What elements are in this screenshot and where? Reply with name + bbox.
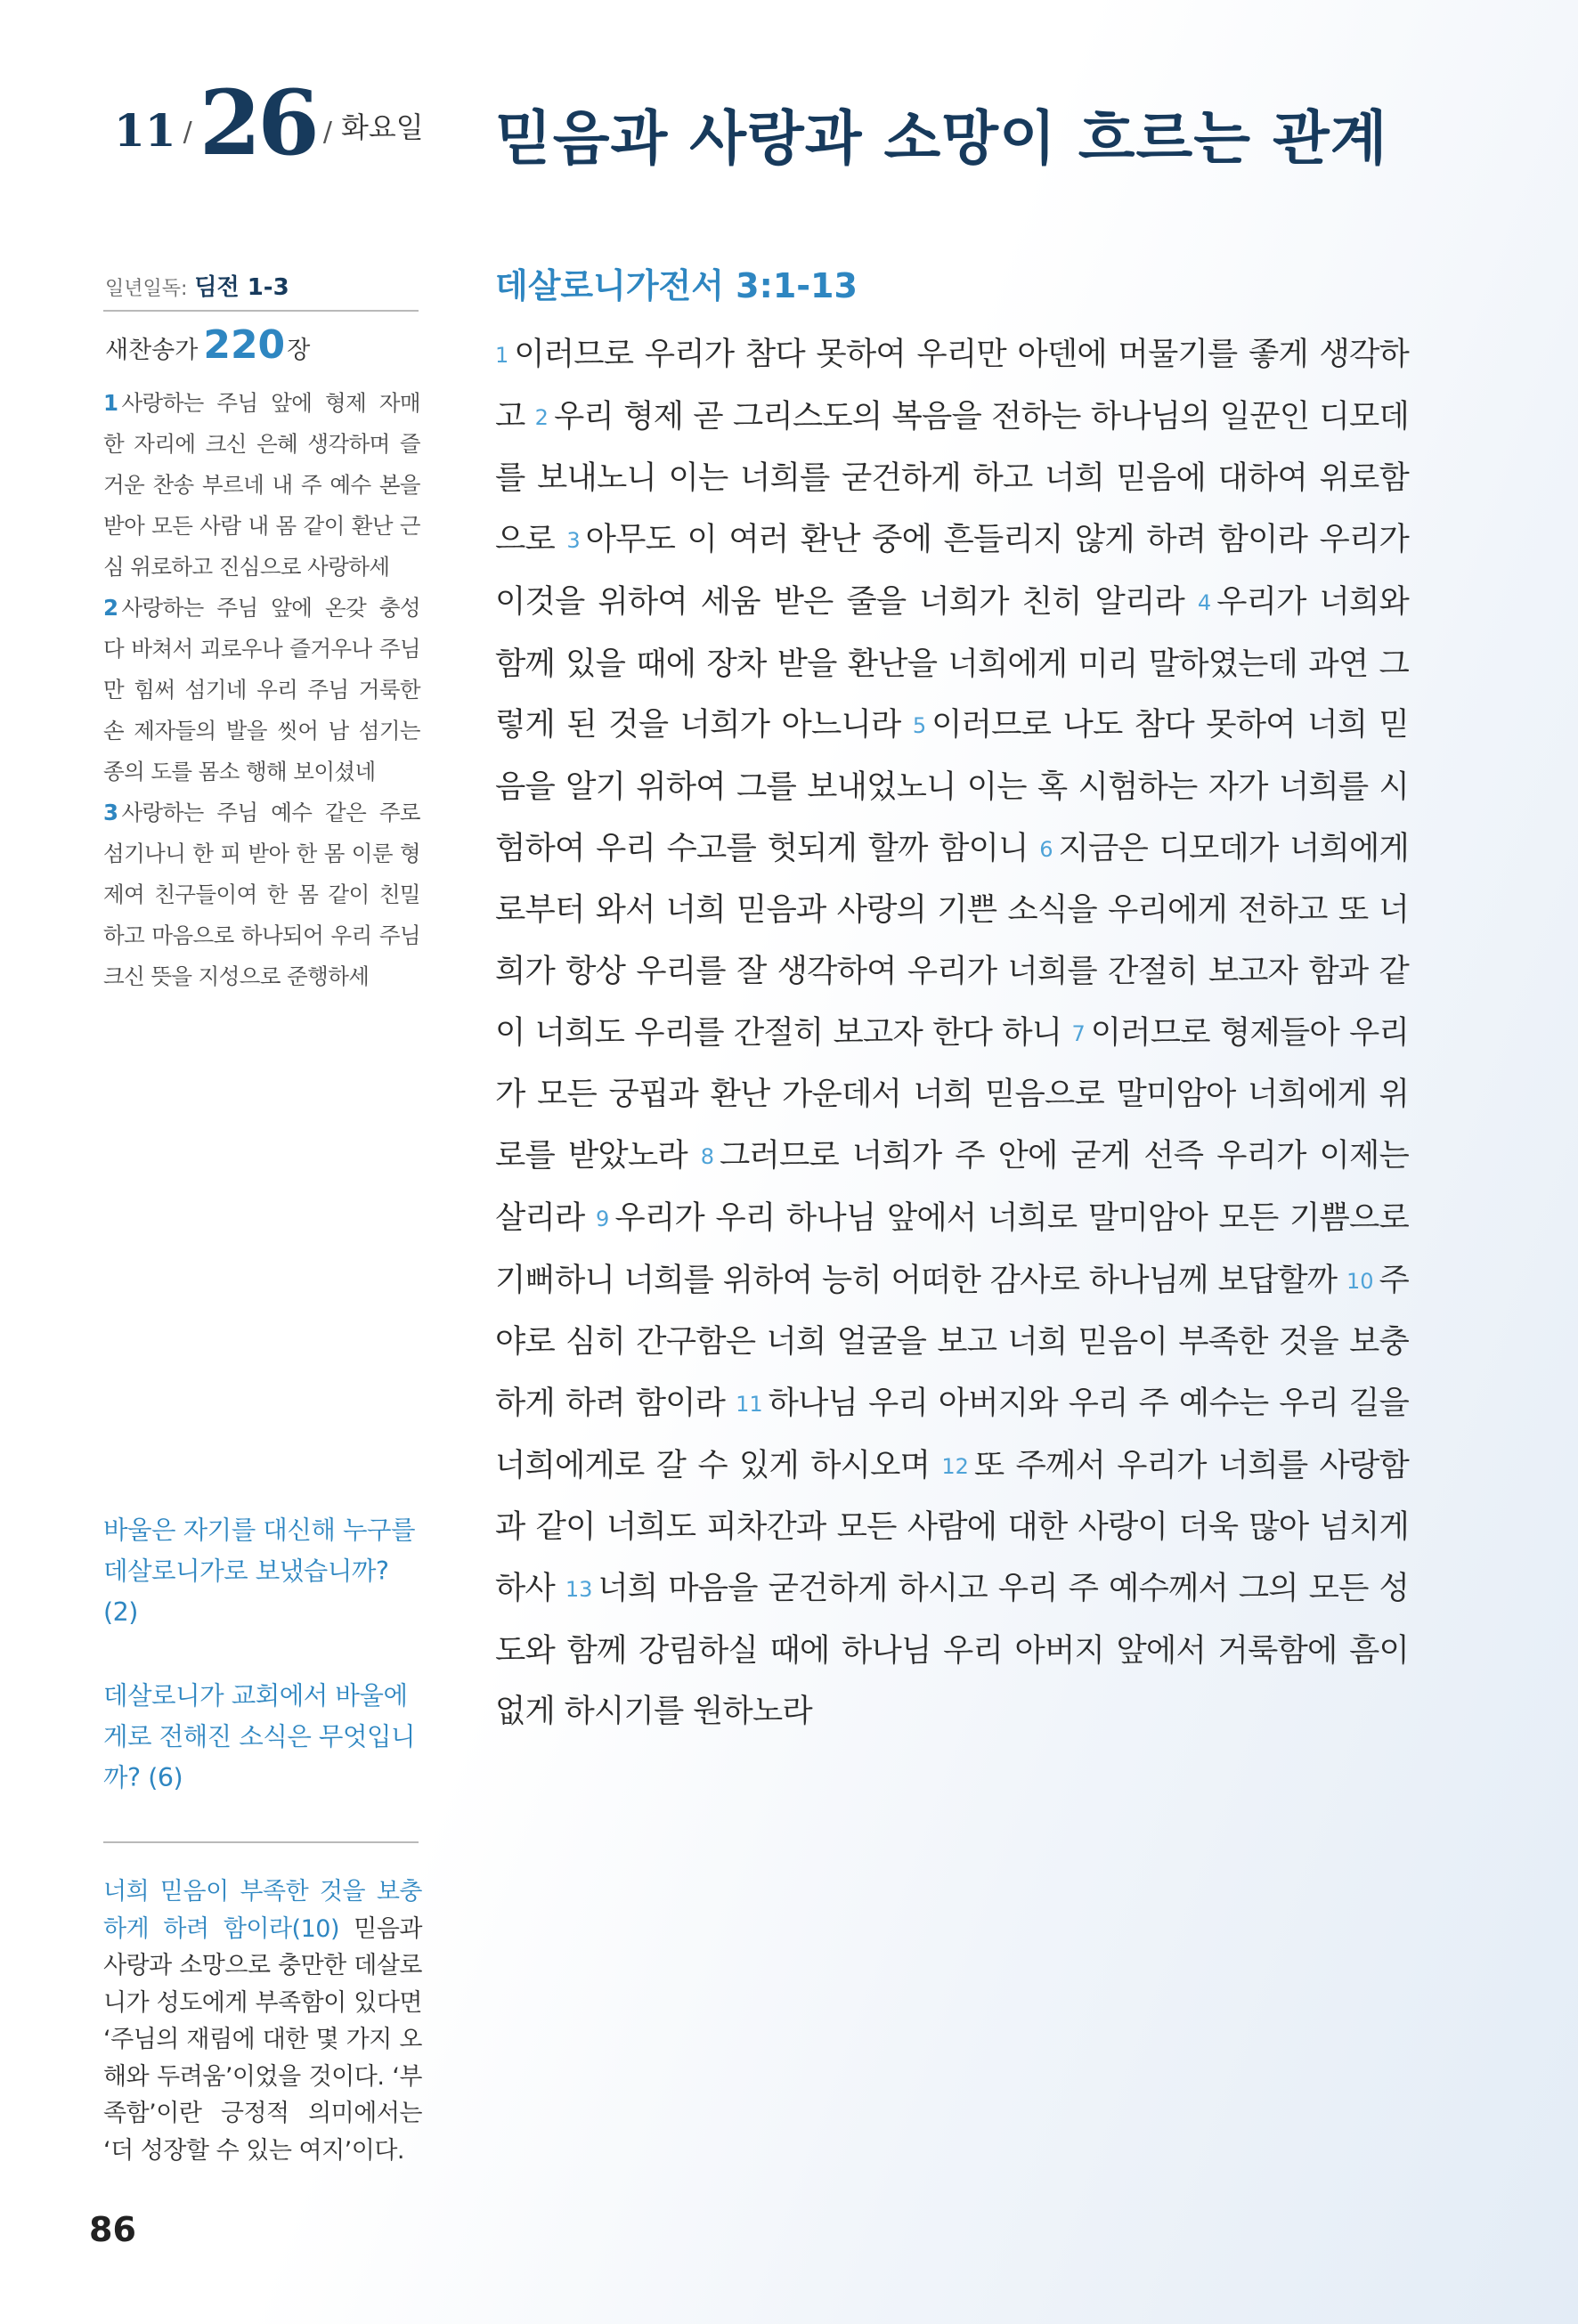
hymn-stanza	[103, 383, 420, 588]
hymn-number: 220	[203, 322, 286, 368]
sidebar-divider	[103, 310, 419, 312]
verse-text: 우리가 우리 하나님 앞에서 너희로 말미암아 모든 기쁨으로 기뻐하니 너희를 위하여 능히 어떠한 감사로 하나님께 보답할까	[495, 1199, 1409, 1298]
hymn-suffix: 장	[287, 337, 311, 364]
hymn-heading	[105, 322, 310, 368]
note-highlight: 너희 믿음이 부족한 것을 보충하게 하려 함이라(10)	[103, 1878, 422, 1943]
hymn-lyrics	[103, 383, 420, 997]
passage-reference: 데살로니가전서 3:1-13	[495, 266, 858, 305]
verse-text: 주야로 심히 간구함은 너희 얼굴을 보고 너희 믿음이 부족한 것을 보충하게 하려 함이라	[495, 1261, 1409, 1421]
verse-number: 10	[1346, 1268, 1374, 1294]
verse-text: 너희 마음을 굳건하게 하시고 우리 주 예수께서 그의 모든 성도와 함께 강림하실 때에 하나님 우리 아버지 앞에서 거룩함에 흠이 없게 하시기를 원하노라	[495, 1570, 1409, 1730]
verse-number: 3	[566, 528, 581, 554]
note-divider	[103, 1841, 419, 1843]
verse-text: 그러므로 너희가 주 안에 굳게 선즉 우리가 이제는 살리라	[495, 1137, 1409, 1236]
verse-number: 6	[1039, 836, 1053, 862]
stanza-text: 사랑하는 주님 앞에 온갖 충성 다 바쳐서 괴로우나 즐거우나 주님만 힘써 섬기네 우리 주님 거룩한 손 제자들의 발을 씻어 남 섬기는 종의 도를 몸소 행해 보이셨네	[103, 595, 420, 784]
verse-text: 지금은 디모데가 너희에게로부터 와서 너희 믿음과 사랑의 기쁜 소식을 우리에게 전하고 또 너희가 항상 우리를 잘 생각하여 우리가 너희를 간절히 보고자 함과 같이 너희도 우리를 간절히 보고자 한다 하니	[495, 829, 1409, 1051]
stanza-text: 사랑하는 주님 예수 같은 주로 섬기나니 한 피 받아 한 몸 이룬 형제여 친구들이여 한 몸 같이 친밀하고 마음으로 하나되어 우리 주님 크신 뜻을 지성으로 준행하세	[103, 800, 420, 989]
date-weekday: 화요일	[340, 110, 424, 144]
verse-text: 하나님 우리 아버지와 우리 주 예수는 우리 길을 너희에게로 갈 수 있게 하시오며	[495, 1384, 1410, 1483]
verse-text: 또 주께서 우리가 너희를 사랑함과 같이 너희도 피차간과 모든 사람에 대한 사랑이 더욱 많아 넘치게 하사	[495, 1446, 1409, 1607]
annual-reading	[105, 269, 289, 302]
hymn-prefix: 새찬송가	[105, 337, 199, 364]
verse-number: 7	[1071, 1020, 1086, 1046]
question-2: 데살로니가 교회에서 바울에게로 전해진 소식은 무엇입니까? (6)	[103, 1681, 416, 1792]
date-month: 11	[114, 104, 176, 157]
verse-number: 13	[565, 1577, 593, 1603]
verse-number: 4	[1197, 589, 1212, 615]
commentary-note	[103, 1873, 422, 2169]
stanza-number: 1	[103, 390, 118, 416]
date-day: 26	[199, 70, 316, 175]
verse-text: 이러므로 우리가 참다 못하여 우리만 아덴에 머물기를 좋게 생각하고	[495, 336, 1409, 435]
stanza-text: 사랑하는 주님 앞에 형제 자매 한 자리에 크신 은혜 생각하며 즐거운 찬송 부르네 내 주 예수 본을 받아 모든 사람 내 몸 같이 환난 근심 위로하고 진심으로 사랑하세	[103, 390, 420, 580]
verse-number: 12	[941, 1453, 969, 1479]
reading-reference: 딤전 1-3	[194, 274, 289, 301]
page-title: 믿음과 사랑과 소망이 흐르는 관계	[495, 104, 1388, 173]
verse-number: 11	[736, 1391, 763, 1417]
verse-number: 8	[700, 1144, 714, 1170]
hymn-stanza	[103, 588, 420, 792]
date-separator: /	[322, 117, 332, 148]
verse-text: 우리 형제 곧 그리스도의 복음을 전하는 하나님의 일꾼인 디모데를 보내노니 이는 너희를 굳건하게 하고 너희 믿음에 대하여 위로함으로	[495, 397, 1409, 558]
verse-text: 이러므로 나도 참다 못하여 너희 믿음을 알기 위하여 그를 보내었노니 이는 혹 시험하는 자가 너희를 시험하여 우리 수고를 헛되게 할까 함이니	[495, 706, 1409, 866]
verse-number: 2	[534, 404, 549, 430]
verse-text: 우리가 너희와 함께 있을 때에 장차 받을 환난을 너희에게 미리 말하였는데 과연 그렇게 된 것을 너희가 아느니라	[495, 582, 1409, 744]
reading-label: 일년일독:	[105, 278, 188, 300]
verse-text: 이러므로 형제들아 우리가 모든 궁핍과 환난 가운데서 너희 믿음으로 말미암아 너희에게 위로를 받았노라	[495, 1013, 1409, 1174]
page-number: 86	[89, 2210, 136, 2249]
stanza-number: 3	[103, 800, 118, 825]
scripture-passage	[495, 324, 1409, 1743]
note-text: 믿음과 사랑과 소망으로 충만한 데살로니가 성도에게 부족함이 있다면 ‘주님의 재림에 대한 몇 가지 오해와 두려움’이었을 것이다. ‘부족함’이란 긍정적 의미에서는 ‘더 성장할 수 있는 여지’이다.	[103, 1914, 422, 2165]
verse-text: 아무도 이 여러 환난 중에 흔들리지 않게 하려 함이라 우리가 이것을 위하여 세움 받은 줄을 너희가 친히 알리라	[495, 521, 1409, 620]
hymn-stanza	[103, 792, 420, 997]
verse-number: 5	[912, 713, 927, 739]
stanza-number: 2	[103, 595, 118, 621]
date-separator: /	[183, 117, 192, 148]
verse-number: 1	[495, 343, 509, 368]
date-heading	[114, 70, 424, 178]
question-1: 바울은 자기를 대신해 누구를 데살로니가로 보냈습니까? (2)	[103, 1515, 416, 1627]
verse-number: 9	[596, 1206, 610, 1231]
